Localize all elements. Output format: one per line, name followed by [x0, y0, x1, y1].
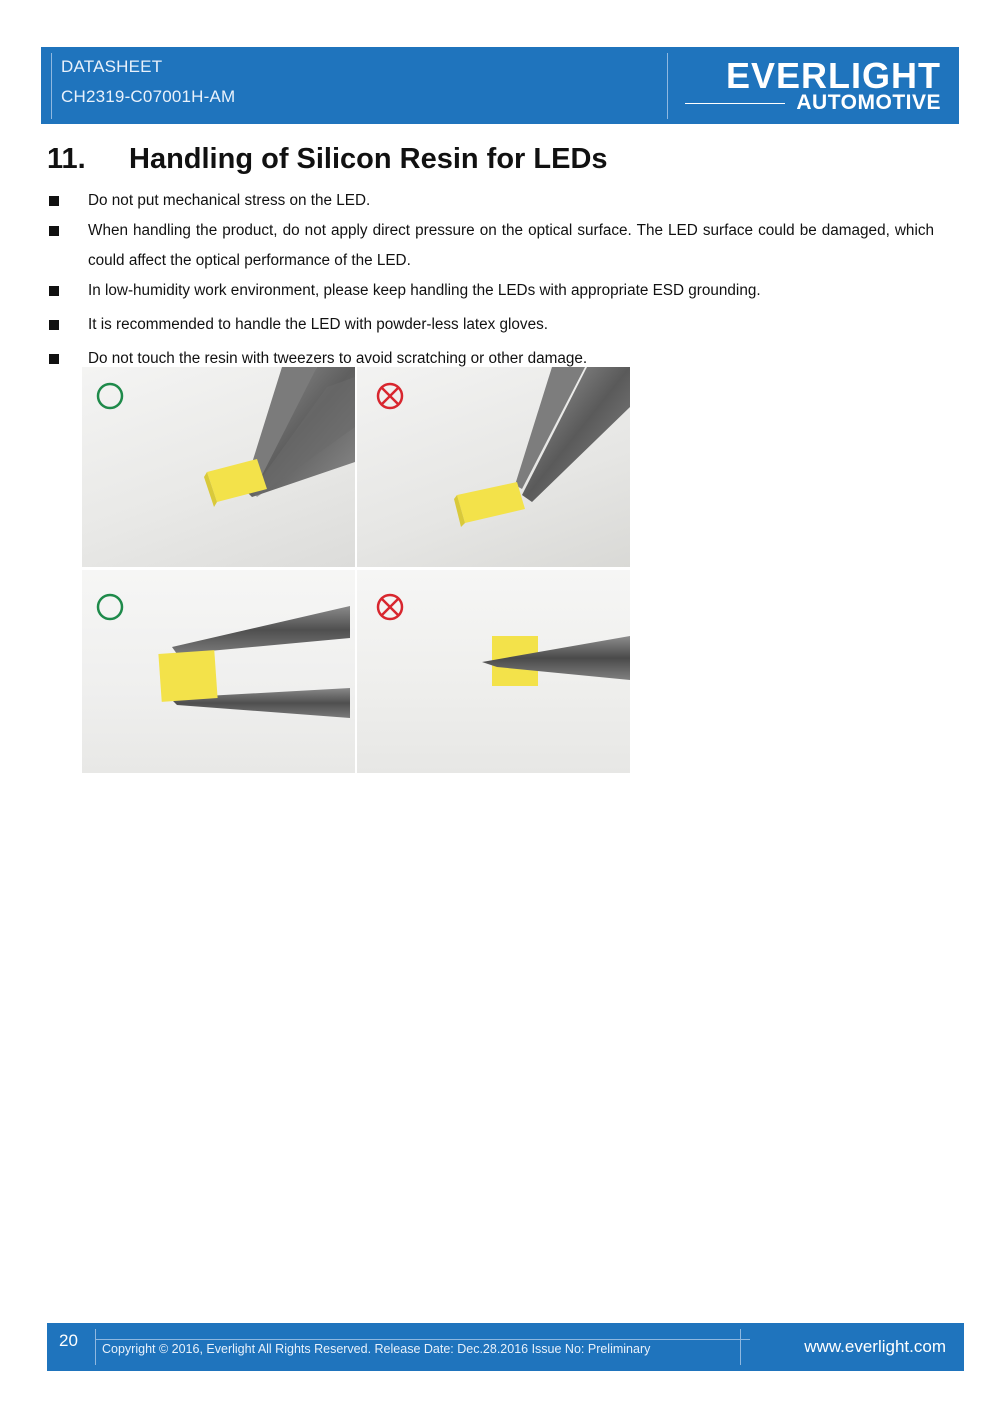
- list-item: It is recommended to handle the LED with powder-less latex gloves.: [49, 310, 934, 340]
- list-item: In low-humidity work environment, please keep handling the LEDs with appropriate ESD grounding.: [49, 276, 934, 306]
- bullet-square-icon: [49, 320, 59, 330]
- photo-tweezers-top-grip: [357, 367, 630, 567]
- bullet-square-icon: [49, 226, 59, 236]
- copyright-text: Copyright © 2016, Everlight All Rights Reserved. Release Date: Dec.28.2016 Issue No: Preliminary: [102, 1342, 651, 1356]
- section-number: 11.: [47, 143, 86, 175]
- photo-tweezers-point-on-resin: [357, 570, 630, 773]
- bullet-square-icon: [49, 354, 59, 364]
- section-heading: Handling of Silicon Resin for LEDs: [129, 143, 608, 175]
- photo-tweezers-side-grip: [82, 367, 355, 567]
- footer-divider: [740, 1329, 741, 1365]
- circle-ok-icon: [98, 384, 122, 408]
- bullet-square-icon: [49, 196, 59, 206]
- page-number: 20: [59, 1331, 78, 1350]
- page-header: [41, 47, 959, 124]
- logo-brand: EVERLIGHT: [725, 55, 941, 96]
- footer-divider: [95, 1329, 96, 1365]
- list-item: Do not put mechanical stress on the LED.: [49, 186, 934, 216]
- tweezers-side-grip-illustration: [82, 367, 355, 567]
- header-divider: [667, 53, 668, 119]
- handling-instructions-list: [49, 186, 934, 374]
- list-item: Do not touch the resin with tweezers to avoid scratching or other damage.: [49, 344, 934, 374]
- page-footer: [47, 1323, 964, 1371]
- tweezers-wide-grip-illustration: [82, 570, 355, 773]
- footer-rule: [95, 1339, 750, 1340]
- photo-tweezers-wide-grip: [82, 570, 355, 773]
- logo-rule: [685, 103, 785, 104]
- tweezers-top-grip-illustration: [357, 367, 630, 567]
- website-link[interactable]: www.everlight.com: [804, 1337, 946, 1356]
- section-title: [47, 143, 608, 176]
- part-number-label: CH2319-C07001H-AM: [61, 87, 236, 106]
- tweezers-point-on-resin-illustration: [357, 570, 630, 773]
- bullet-square-icon: [49, 286, 59, 296]
- tweezers-photo-grid: [82, 367, 630, 773]
- circle-ok-icon: [98, 595, 122, 619]
- doc-type-label: DATASHEET: [61, 57, 163, 76]
- everlight-logo: [685, 56, 941, 116]
- logo-sub: AUTOMOTIVE: [796, 91, 941, 114]
- list-item: When handling the product, do not apply direct pressure on the optical surface. The LED surface could be damaged, which could affect the optical performance of the LED.: [49, 216, 934, 276]
- header-divider: [51, 53, 52, 119]
